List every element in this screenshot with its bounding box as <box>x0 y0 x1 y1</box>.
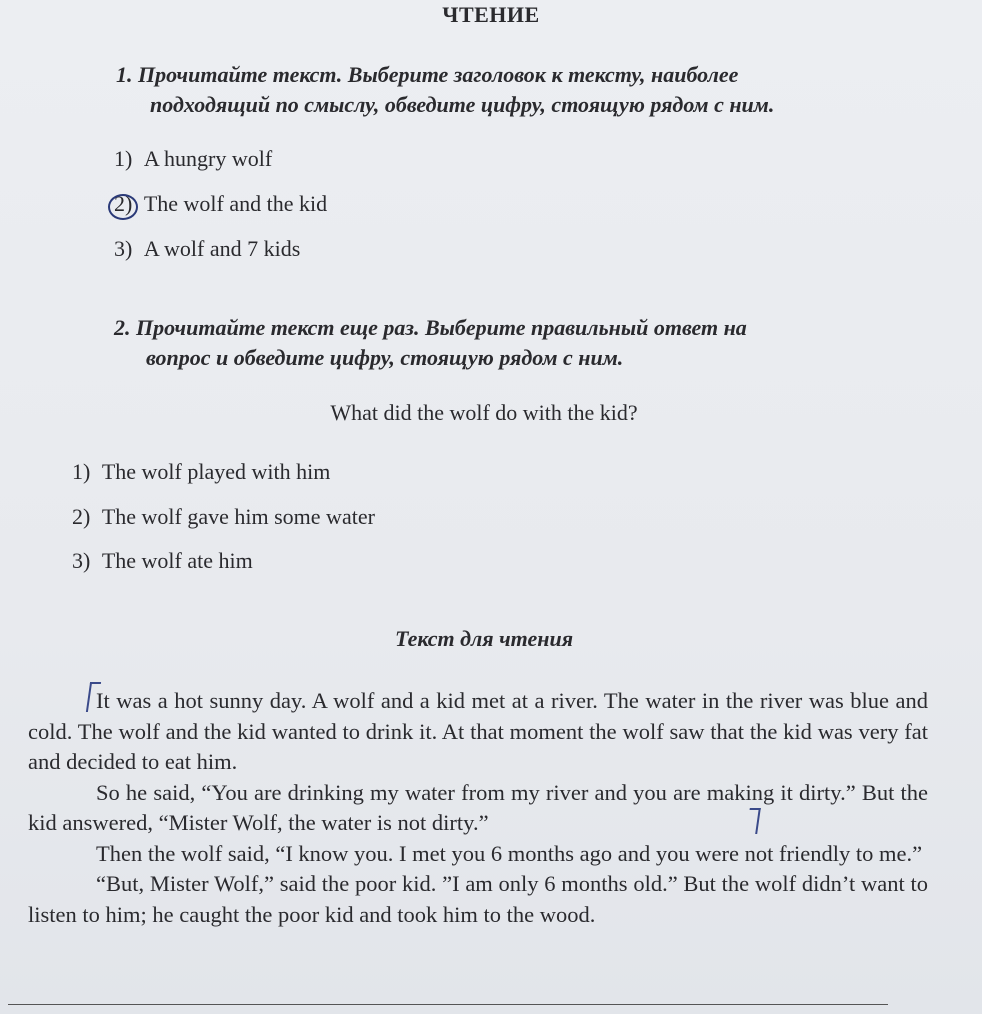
paragraph: Then the wolf said, “I know you. I met you 6 months ago and you were not friendly to me.” <box>96 840 923 866</box>
task2-question: What did the wolf do with the kid? <box>330 400 638 425</box>
option-text: A wolf and 7 kids <box>143 236 301 261</box>
task1-option-3[interactable] <box>114 236 300 262</box>
task2-option-3[interactable] <box>72 548 253 574</box>
paragraph: It was a hot sunny day. A wolf and a kid met at a river. The water in the river was blue and cold. The wolf and the kid wanted to drink it. At that moment the wolf saw that the kid was very fat and decided to eat him. <box>28 688 928 774</box>
page-title: ЧТЕНИЕ <box>442 2 540 27</box>
option-text: The wolf ate him <box>101 548 253 573</box>
option-number: 1) <box>72 459 91 484</box>
option-text: The wolf played with him <box>101 459 331 484</box>
option-text: The wolf gave him some water <box>101 504 375 529</box>
pen-circle-mark <box>108 194 138 220</box>
option-number: 2) <box>72 504 91 529</box>
paragraph: So he said, “You are drinking my water from my river and you are making it dirty.” But the kid answered, “Mister Wolf, the water is not dirty.” <box>28 779 928 835</box>
option-text: The wolf and the kid <box>143 191 328 216</box>
task1-instruction-line2: подходящий по смыслу, обведите цифру, стоящую рядом с ним. <box>150 92 775 117</box>
option-number: 3) <box>72 548 91 573</box>
reading-text <box>28 686 928 930</box>
task2-option-2[interactable] <box>72 504 375 530</box>
task2-instruction-line1: 2. Прочитайте текст еще раз. Выберите правильный ответ на <box>114 315 747 340</box>
task1-instruction-line1: 1. Прочитайте текст. Выберите заголовок к тексту, наиболее <box>116 62 739 87</box>
option-number: 2) <box>114 191 133 216</box>
option-text: A hungry wolf <box>143 146 273 171</box>
option-number: 1) <box>114 146 133 171</box>
task1-option-1[interactable] <box>114 146 272 172</box>
option-number: 3) <box>114 236 133 261</box>
reading-heading: Текст для чтения <box>394 626 574 651</box>
paragraph: “But, Mister Wolf,” said the poor kid. ”I am only 6 months old.” But the wolf didn’t want to listen to him; he caught the poor kid and took him to the wood. <box>28 871 928 927</box>
task2-option-1[interactable] <box>72 459 330 485</box>
bottom-divider <box>8 1004 888 1005</box>
task2-instruction-line2: вопрос и обведите цифру, стоящую рядом с ним. <box>146 345 624 370</box>
task1-option-2[interactable] <box>114 191 327 217</box>
